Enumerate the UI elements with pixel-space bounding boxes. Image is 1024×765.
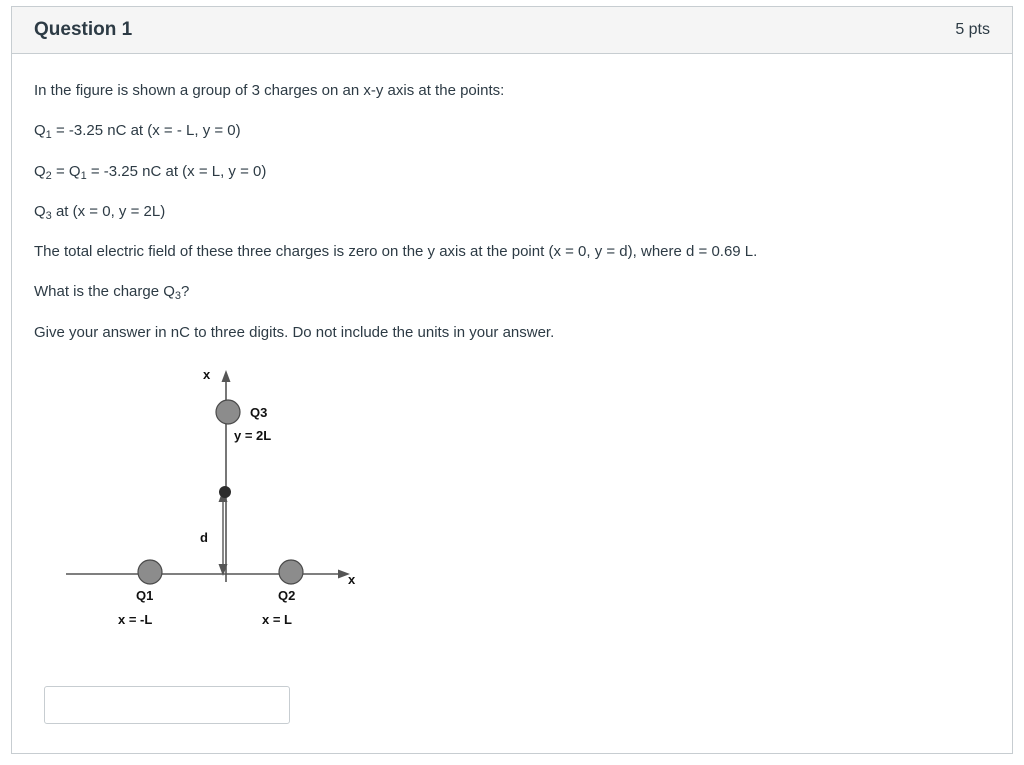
charge-q2-label: Q2 [278,588,296,604]
charge-diagram-svg [48,362,448,642]
question-text-instructions: Give your answer in nC to three digits. Do not include the units in your answer. [34,323,555,341]
question-text-intro: In the figure is shown a group of 3 charges on an x-y axis at the points: [34,82,505,99]
charge-q1-position-label: x = -L [118,612,153,628]
charge-figure [48,362,990,647]
axis-right-label: x [348,572,356,588]
question-body [12,54,1012,647]
distance-d-label: d [200,530,208,546]
question-text-field-zero: The total electric field of these three charges is zero on the y axis at the point (x = 0, y = d), where d = 0.69 L. [34,243,758,261]
charge-q3-position-label: y = 2L [234,428,272,444]
charge-q1-marker [138,560,162,584]
question-card [11,6,1013,754]
y-axis-arrow [222,370,231,382]
question-text-q3: $Q_3$ at (x = 0, y = 2L) [34,202,166,222]
question-points: 5 pts [955,21,990,38]
answer-input[interactable] [44,686,290,724]
charge-q2-position-label: x = L [262,612,292,628]
question-header [12,7,1012,54]
charge-q2-marker [279,560,303,584]
page-title: Question 1 [34,19,133,40]
charge-q3-marker [216,400,240,424]
question-text-q1: $Q_1 = -3.25$ nC at (x = - L, y = 0) [34,122,241,142]
charge-q1-label: Q1 [136,588,154,604]
question-text-q2: $Q_2 = Q_1 = -3.25$ nC at (x = L, y = 0) [34,162,267,182]
axis-top-label: x [203,367,211,383]
charge-q3-label: Q3 [250,405,268,421]
point-d-marker [219,486,231,498]
question-text-ask: What is the charge $Q_3$? [34,283,190,303]
